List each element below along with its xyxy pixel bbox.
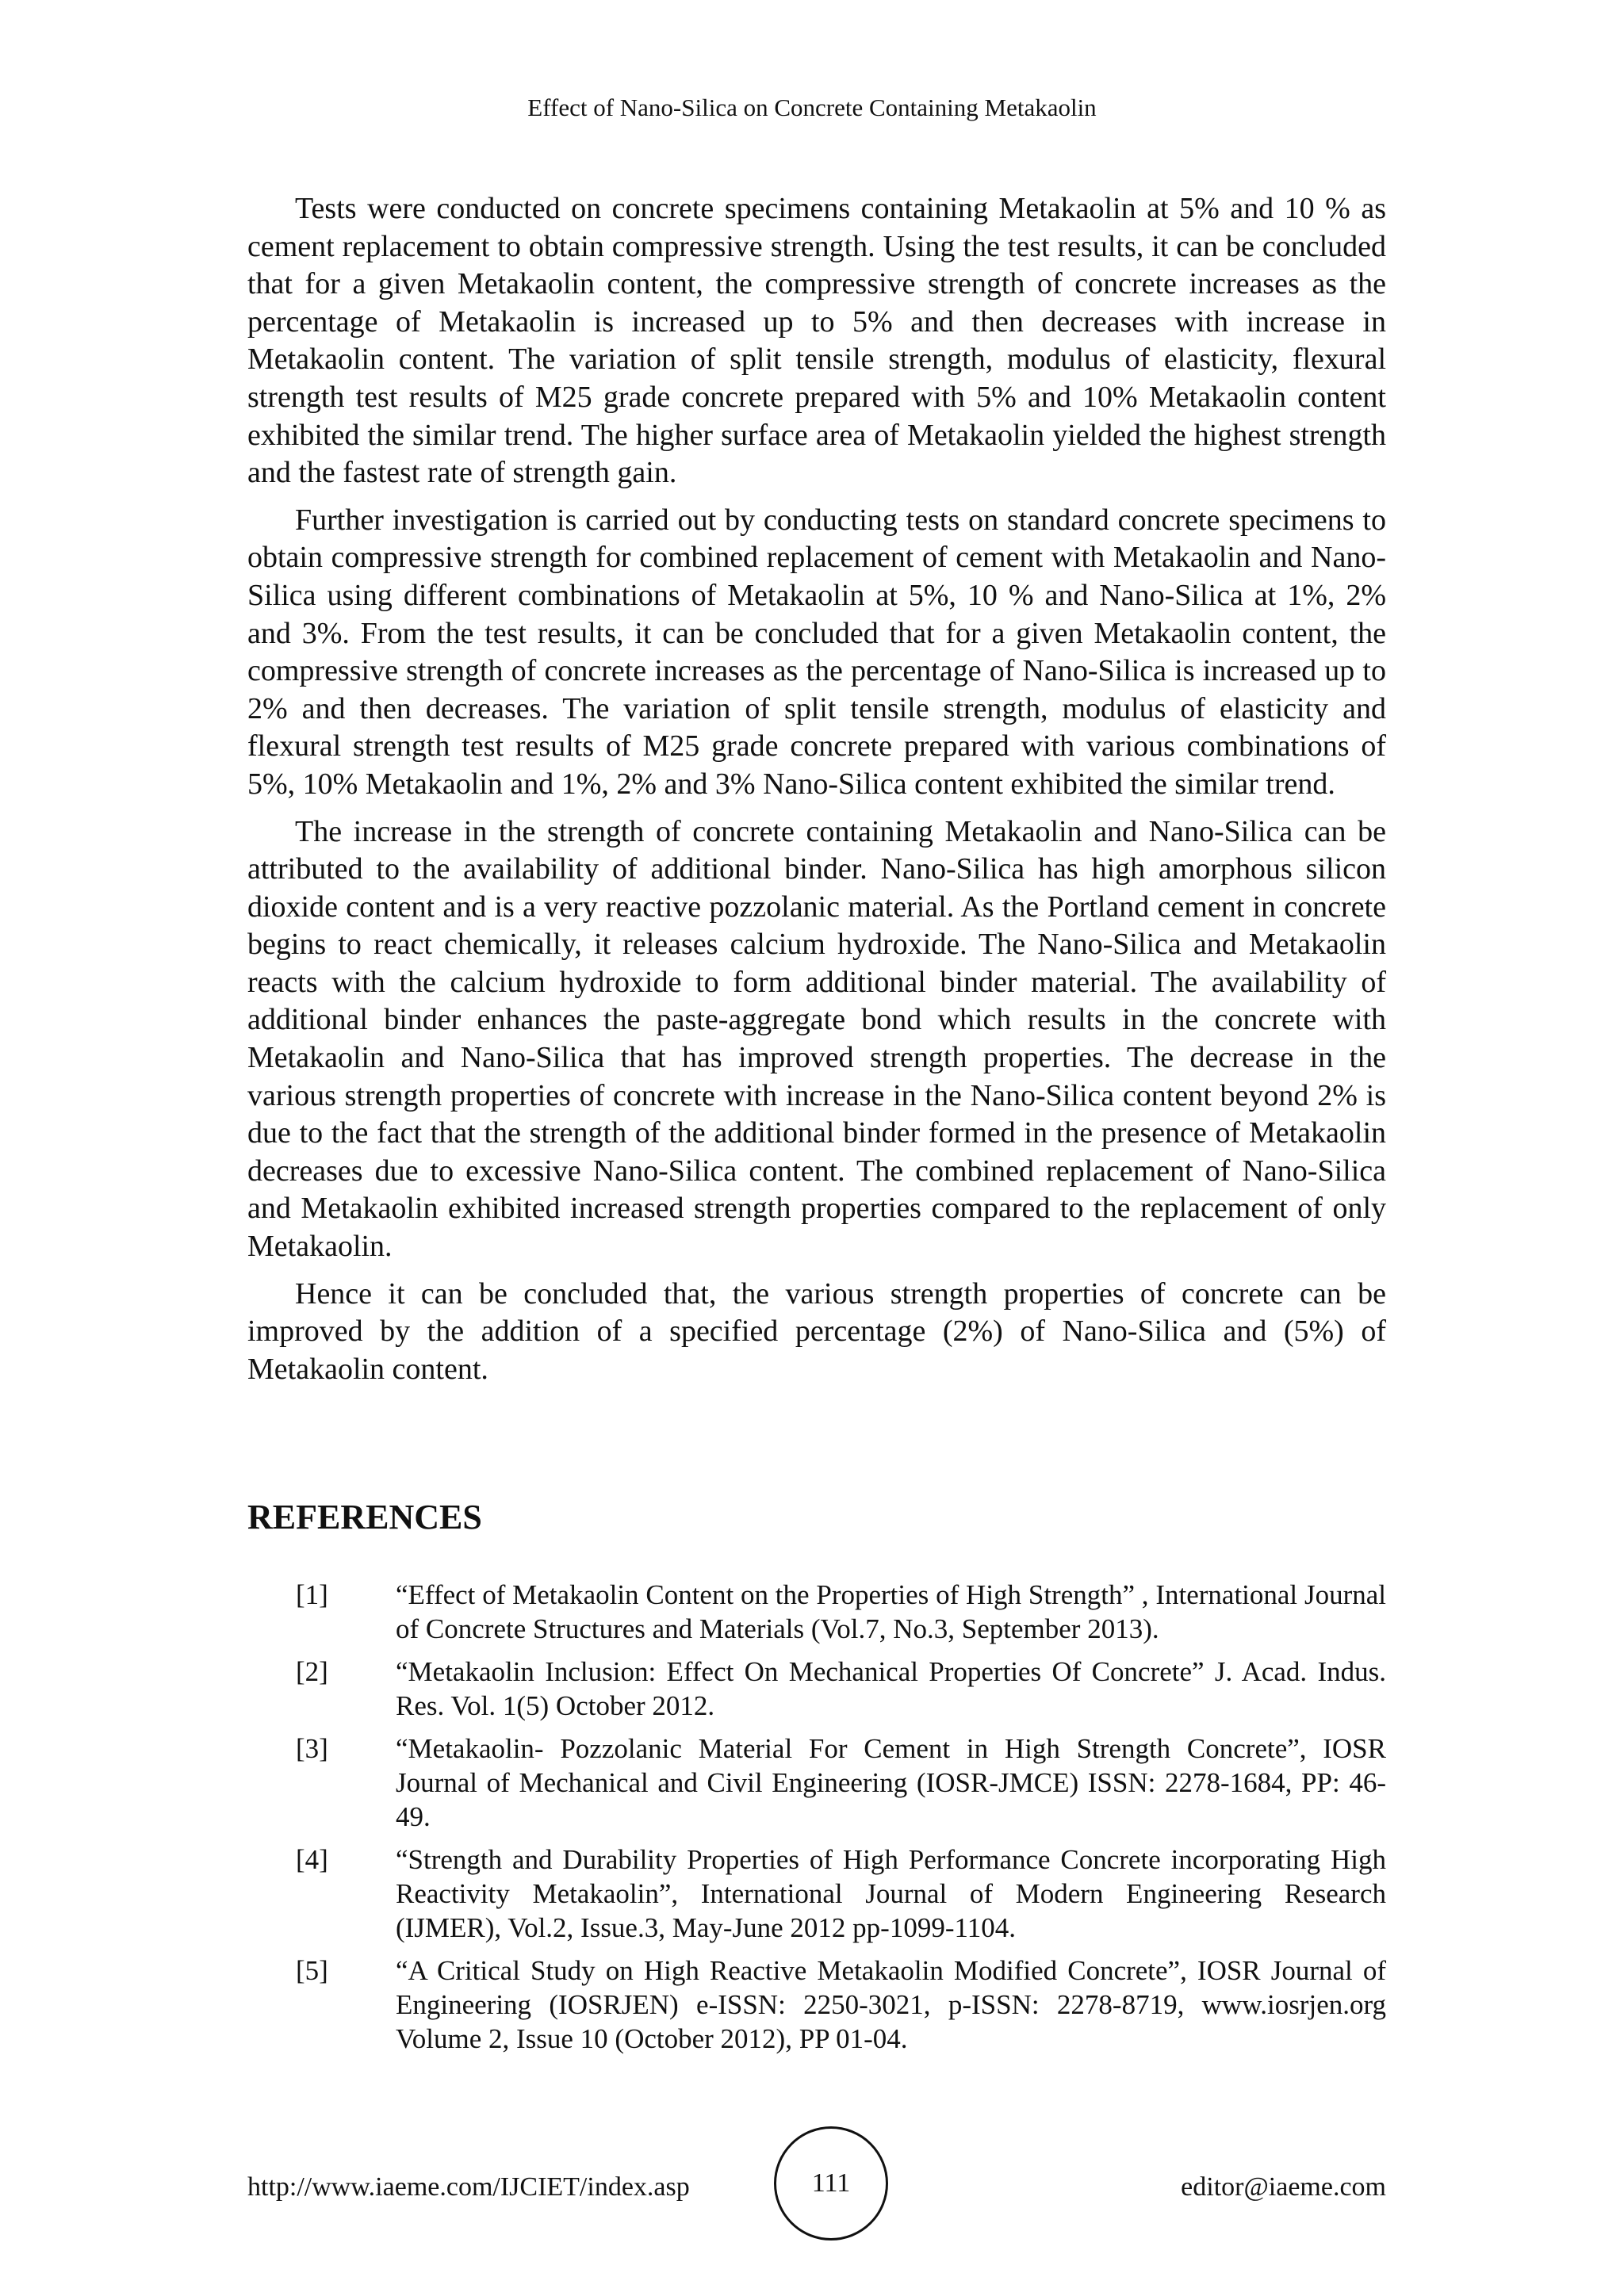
paragraph: Further investigation is carried out by conducting tests on standard concrete specimens to obtain compressive strength for combined replacement of cement with Metakaolin and Nano-Silica using different combinations of Metakaolin at 5%, 10 % and Nano-Silica at 1%, 2% and 3%. From the test results, it can be concluded that for a given Metakaolin content, the compressive strength of concrete increases as the percentage of Nano-Silica is increased up to 2% and then decreases. The variation of split tensile strength, modulus of elasticity and flexural strength test results of M25 grade concrete prepared with various combinations of 5%, 10% Metakaolin and 1%, 2% and 3% Nano-Silica content exhibited the similar trend. <box>247 503 1386 801</box>
page-number: 111 <box>774 2126 888 2241</box>
reference-item <box>296 1843 1386 1945</box>
references-heading: REFERENCES <box>247 1498 482 1536</box>
paragraph: Tests were conducted on concrete specimens containing Metakaolin at 5% and 10 % as cement replacement to obtain compressive strength. Using the test results, it can be concluded that for a given Metakaolin content, the compressive strength of concrete increases as the percentage of Metakaolin is increased up to 5% and then decreases with increase in Metakaolin content. The variation of split tensile strength, modulus of elasticity, flexural strength test results of M25 grade concrete prepared with 5% and 10% Metakaolin content exhibited the similar trend. The higher surface area of Metakaolin yielded the highest strength and the fastest rate of strength gain. <box>247 192 1386 490</box>
paragraph: The increase in the strength of concrete containing Metakaolin and Nano-Silica can be attributed to the availability of additional binder. Nano-Silica has high amorphous silicon dioxide content and is a very reactive pozzolanic material. As the Portland cement in concrete begins to react chemically, it releases calcium hydroxide. The Nano-Silica and Metakaolin reacts with the calcium hydroxide to form additional binder material. The availability of additional binder enhances the paste-aggregate bond which results in the concrete with Metakaolin and Nano-Silica that has improved strength properties. The decrease in the various strength properties of concrete with increase in the Nano-Silica content beyond 2% is due to the fact that the strength of the additional binder formed in the presence of Metakaolin decreases due to excessive Nano-Silica content. The combined replacement of Nano-Silica and Metakaolin exhibited increased strength properties compared to the replacement of only Metakaolin. <box>247 814 1386 1264</box>
reference-item <box>296 1655 1386 1723</box>
reference-text: “Effect of Metakaolin Content on the Properties of High Strength” , International Journal of Concrete Structures and Materials (Vol.7, No.3, September 2013). <box>396 1579 1386 1644</box>
reference-text: “Metakaolin- Pozzolanic Material For Cement in High Strength Concrete”, IOSR Journal of Mechanical and Civil Engineering (IOSR-JMCE) ISSN: 2278-1684, PP: 46-49. <box>396 1733 1386 1832</box>
reference-number: [5] <box>296 1955 328 1986</box>
footer-email: editor@iaeme.com <box>1181 2172 1386 2202</box>
references-list <box>296 1578 1386 2064</box>
reference-item <box>296 1954 1386 2056</box>
paragraph: Hence it can be concluded that, the various strength properties of concrete can be improved by the addition of a specified percentage (2%) of Nano-Silica and (5%) of Metakaolin content. <box>247 1276 1386 1386</box>
running-header: Effect of Nano-Silica on Concrete Containing Metakaolin <box>527 94 1097 121</box>
reference-text: “Strength and Durability Properties of High Performance Concrete incorporating High Reactivity Metakaolin”, International Journal of Modern Engineering Research (IJMER), Vol.2, Issue.3, May-June 2012 pp-1099-1104. <box>396 1844 1386 1943</box>
reference-text: “A Critical Study on High Reactive Metakaolin Modified Concrete”, IOSR Journal of Engineering (IOSRJEN) e-ISSN: 2250-3021, p-ISSN: 2278-8719, www.iosrjen.org Volume 2, Issue 10 (October 2012), PP 01-04. <box>396 1955 1386 2054</box>
reference-item <box>296 1578 1386 1646</box>
body-text <box>247 190 1386 1398</box>
reference-number: [2] <box>296 1656 328 1687</box>
reference-number: [3] <box>296 1733 328 1764</box>
reference-item <box>296 1732 1386 1834</box>
footer-url: http://www.iaeme.com/IJCIET/index.asp <box>247 2172 690 2202</box>
reference-text: “Metakaolin Inclusion: Effect On Mechanical Properties Of Concrete” J. Acad. Indus. Res. Vol. 1(5) October 2012. <box>396 1656 1386 1721</box>
reference-number: [1] <box>296 1579 328 1610</box>
reference-number: [4] <box>296 1844 328 1875</box>
